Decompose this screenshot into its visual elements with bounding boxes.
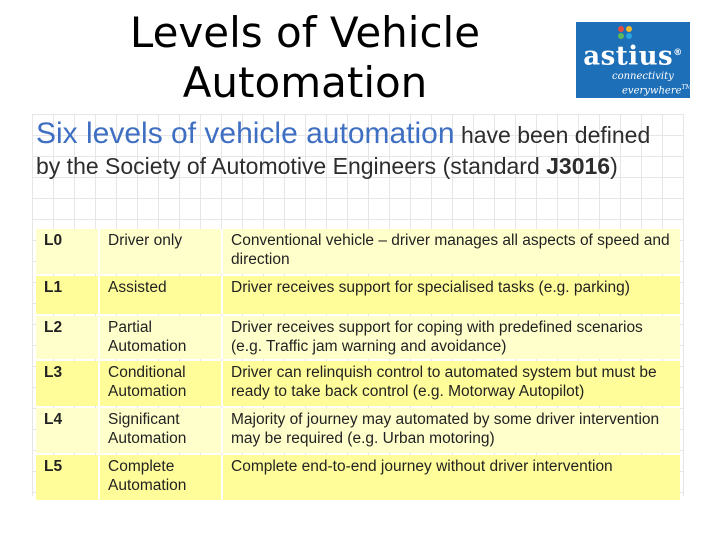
description-cell: Driver receives support for specialised tasks (e.g. parking) (223, 276, 680, 314)
logo-dots (616, 26, 652, 40)
level-cell: L5 (36, 455, 98, 500)
table-row (36, 316, 680, 359)
level-cell: L1 (36, 276, 98, 314)
table-row (36, 408, 680, 453)
level-cell: L2 (36, 316, 98, 359)
logo-dot (626, 26, 632, 32)
intro-text (36, 118, 676, 182)
level-cell: L4 (36, 408, 98, 453)
description-cell: Majority of journey may automated by some driver intervention may be required (e.g. Urban motoring) (223, 408, 680, 453)
level-cell: L0 (36, 229, 98, 274)
description-cell: Driver receives support for coping with predefined scenarios (e.g. Traffic jam warning and avoidance) (223, 316, 680, 359)
name-cell: Conditional Automation (98, 361, 223, 406)
slide-title-line2: Automation (182, 58, 428, 107)
description-cell: Conventional vehicle – driver manages all aspects of speed and direction (223, 229, 680, 274)
logo-tagline-line2 (622, 82, 692, 96)
logo-dot (618, 26, 624, 32)
table-row (36, 455, 680, 500)
slide-title (120, 8, 490, 108)
level-cell: L3 (36, 361, 98, 406)
name-cell: Driver only (98, 229, 223, 274)
name-cell: Complete Automation (98, 455, 223, 500)
astius-logo (576, 22, 690, 98)
automation-levels-table (36, 227, 680, 502)
logo-tagline-line1: connectivity (612, 71, 674, 82)
description-cell: Driver can relinquish control to automated system but must be ready to take back control (e.g. Motorway Autopilot) (223, 361, 680, 406)
logo-brand (576, 39, 690, 71)
table-row (36, 229, 680, 274)
logo-brand-text: astius (583, 41, 674, 72)
name-cell: Assisted (98, 276, 223, 314)
table-row (36, 361, 680, 406)
intro-text-part1: have been defined by the Society of Automotive Engineers (standard (36, 122, 651, 179)
content-image (32, 114, 684, 496)
name-cell: Significant Automation (98, 408, 223, 453)
intro-standard: J3016 (546, 153, 611, 179)
logo-tm-mark: TM (681, 84, 692, 91)
slide-title-line1: Levels of Vehicle (129, 8, 481, 57)
intro-text-part2: ) (610, 153, 618, 179)
intro-highlight: Six levels of vehicle automation (36, 117, 455, 150)
logo-reg-mark: ® (673, 48, 683, 58)
logo-tagline-line2-text: everywhere (622, 85, 682, 97)
description-cell: Complete end-to-end journey without driver intervention (223, 455, 680, 500)
table-row (36, 276, 680, 314)
levels-table-body (36, 229, 680, 500)
name-cell: Partial Automation (98, 316, 223, 359)
